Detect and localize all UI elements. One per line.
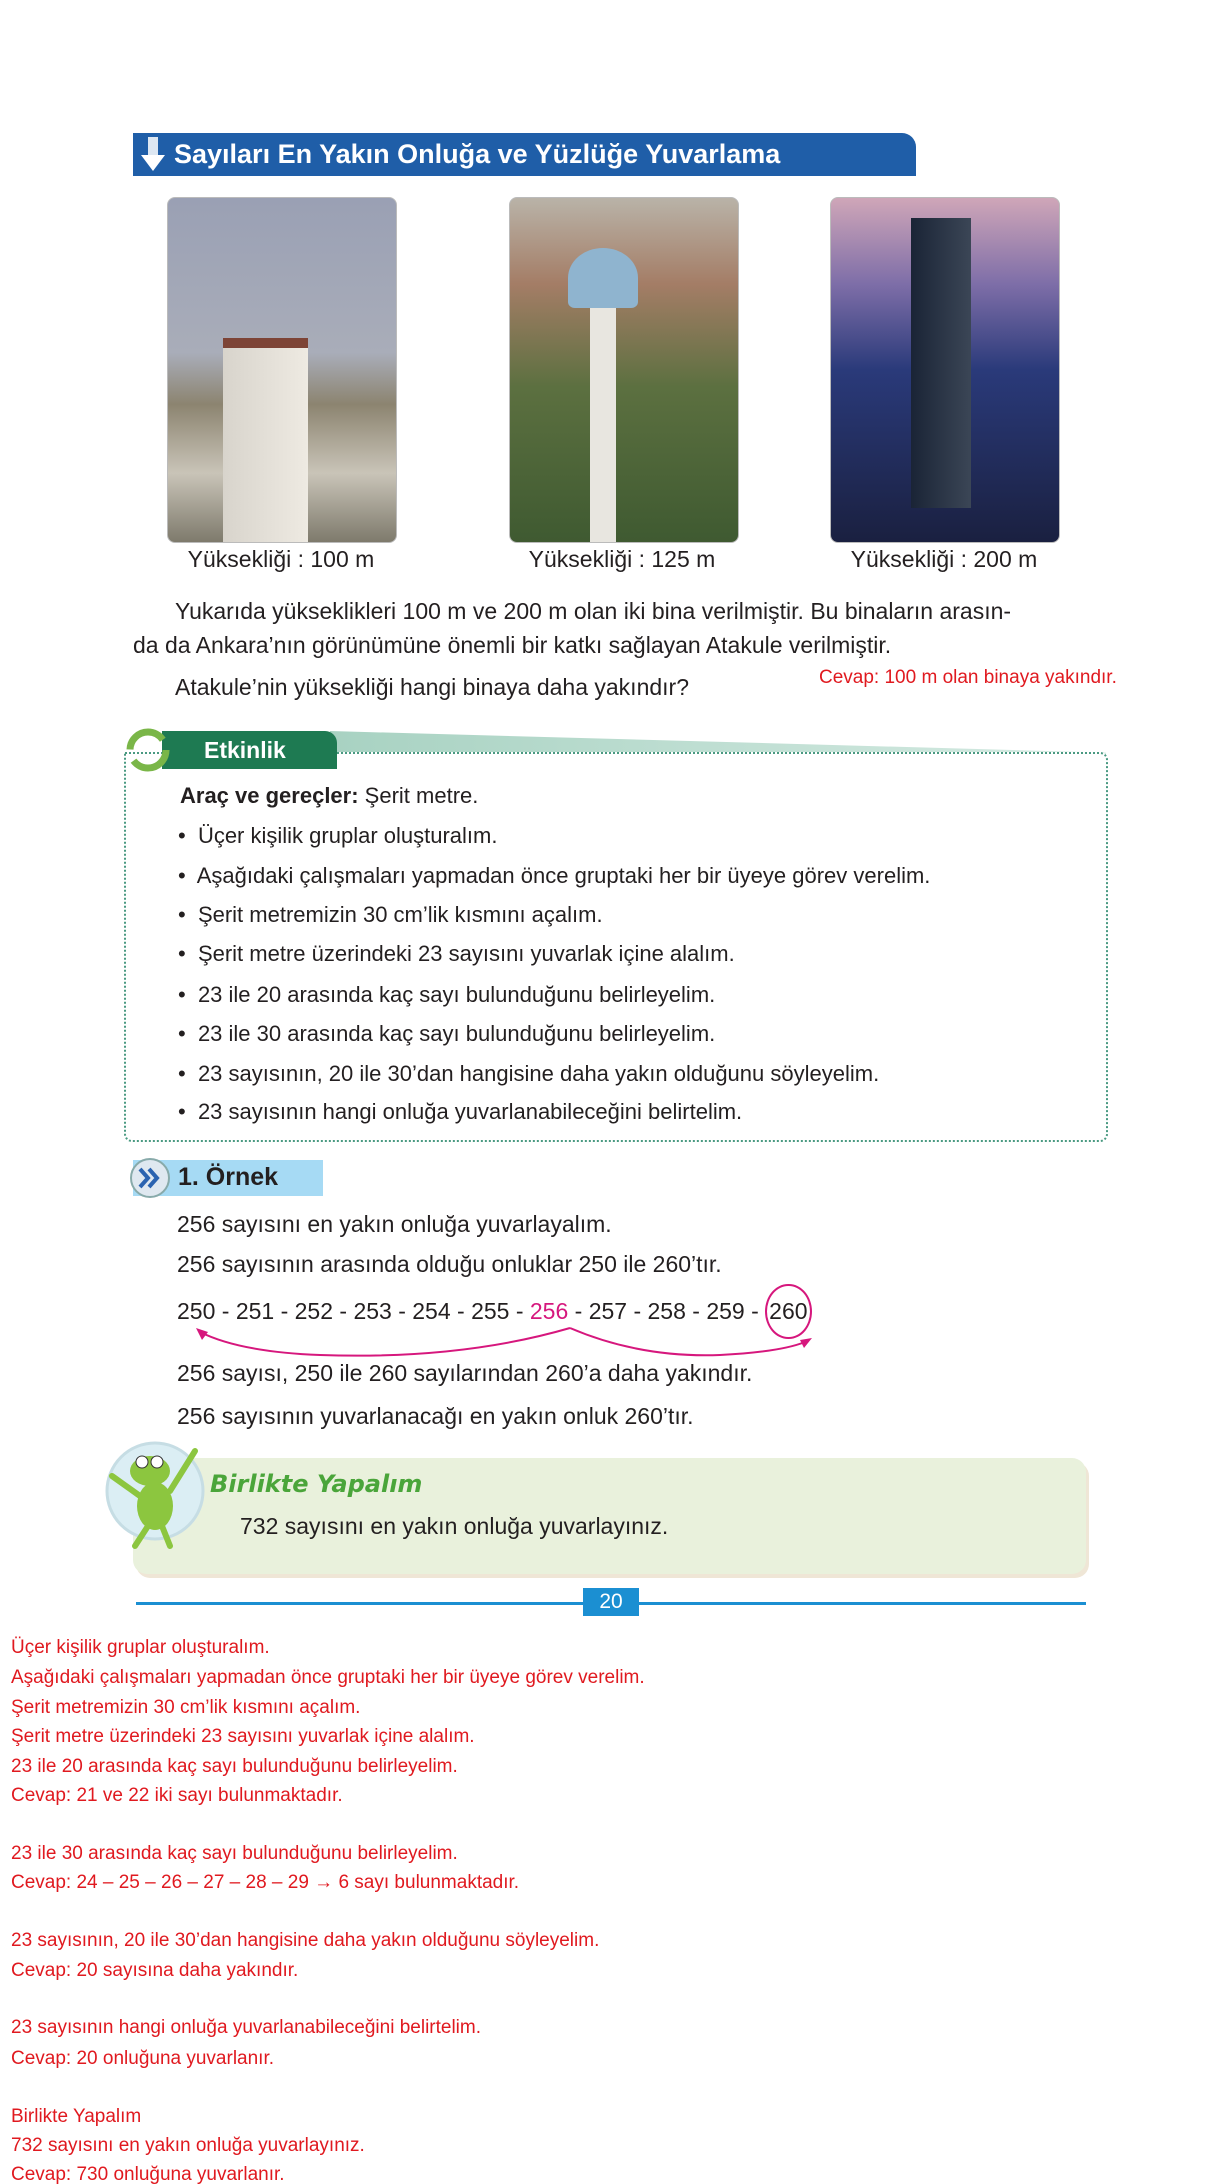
arrow-down-icon: [139, 137, 167, 173]
page-number: 20: [583, 1588, 639, 1616]
list-item-text: Şerit metremizin 30 cm’lik kısmını açalım.: [197, 902, 603, 927]
answer-line: Aşağıdaki çalışmaları yapmadan önce gruptaki her bir üyeye görev verelim.: [11, 1667, 645, 1688]
list-item: • 23 ile 20 arasında kaç sayı bulunduğunu belirleyelim.: [178, 982, 716, 1007]
list-item-text: Şerit metre üzerindeki 23 sayısını yuvarlak içine alalım.: [197, 941, 735, 966]
etkinlik-title-text: Etkinlik: [204, 737, 286, 763]
birlikte-yapalim-box: [133, 1458, 1086, 1574]
list-item-text: Aşağıdaki çalışmaları yapmadan önce gruptaki her bir üyeye görev verelim.: [196, 863, 931, 888]
photo-apartment-building: [167, 197, 397, 543]
answer-line: 23 ile 20 arasında kaç sayı bulunduğunu belirleyelim.: [11, 1756, 458, 1777]
list-item-text: 23 sayısının, 20 ile 30’dan hangisine daha yakın olduğunu söyleyelim.: [197, 1061, 880, 1086]
answer-line: Cevap: 20 sayısına daha yakındır.: [11, 1960, 299, 1981]
list-item: • Üçer kişilik gruplar oluşturalım.: [178, 823, 498, 848]
answer-line: Şerit metre üzerindeki 23 sayısını yuvarlak içine alalım.: [11, 1726, 475, 1747]
highlighted-number: 256: [529, 1298, 569, 1324]
section-title: Sayıları En Yakın Onluğa ve Yüzlüğe Yuvarlama: [174, 139, 781, 169]
photo-caption: Yüksekliği : 125 m: [528, 546, 716, 572]
answer-line: Cevap: 20 onluğuna yuvarlanır.: [11, 2048, 275, 2069]
answer-line: 732 sayısını en yakın onluğa yuvarlayınız.: [11, 2135, 365, 2156]
list-item: • 23 sayısının hangi onluğa yuvarlanabileceğini belirtelim.: [178, 1099, 743, 1124]
answer-line: Cevap: 24 – 25 – 26 – 27 – 28 – 29 → 6 sayı bulunmaktadır.: [11, 1872, 520, 1893]
arrowhead-right: [800, 1338, 812, 1348]
section-header: [133, 133, 916, 176]
sequence-part: 250 - 251 - 252 - 253 - 254 - 255 -: [177, 1298, 530, 1324]
answer-line: Birlikte Yapalım: [11, 2106, 142, 2127]
ornek-text: 256 sayısı, 250 ile 260 sayılarından 260’a daha yakındır.: [177, 1360, 753, 1386]
list-item: • Şerit metre üzerindeki 23 sayısını yuvarlak içine alalım.: [178, 941, 735, 966]
intro-text: Yukarıda yükseklikleri 100 m ve 200 m olan iki bina verilmiştir. Bu binaların arasın-: [175, 598, 1012, 624]
list-item-text: 23 sayısının hangi onluğa yuvarlanabileceğini belirtelim.: [197, 1099, 743, 1124]
circled-number: 260: [765, 1284, 811, 1339]
birlikte-title: Birlikte Yapalım: [210, 1470, 423, 1498]
answer-line: Cevap: 21 ve 22 iki sayı bulunmaktadır.: [11, 1785, 343, 1806]
double-chevron-icon: [128, 1156, 172, 1200]
answer-line: Üçer kişilik gruplar oluşturalım.: [11, 1637, 270, 1658]
photo-atakule-tower: [509, 197, 739, 543]
frog-mascot-icon: [100, 1436, 215, 1551]
list-item-text: 23 ile 30 arasında kaç sayı bulunduğunu belirleyelim.: [197, 1021, 716, 1046]
list-item-text: 23 ile 20 arasında kaç sayı bulunduğunu belirleyelim.: [197, 982, 716, 1007]
list-item: • 23 ile 30 arasında kaç sayı bulunduğunu belirleyelim.: [178, 1021, 716, 1046]
arrow-to-260: [570, 1328, 805, 1355]
tools-line: [180, 783, 478, 809]
answer-line: Şerit metremizin 30 cm’lik kısmını açalım.: [11, 1697, 361, 1718]
ornek-title: 1. Örnek: [178, 1163, 279, 1191]
intro-question: Atakule’nin yüksekliği hangi binaya daha yakındır?: [175, 674, 689, 700]
answer-line: Cevap: 730 onluğuna yuvarlanır.: [11, 2164, 285, 2184]
rounding-arrows: [160, 1300, 920, 1360]
tools-label: Araç ve gereçler:: [180, 783, 359, 808]
arrow-to-250: [200, 1328, 570, 1356]
birlikte-text: 732 sayısını en yakın onluğa yuvarlayınız.: [240, 1513, 669, 1539]
recycle-arrows-icon: [124, 726, 172, 774]
photo-skyscraper: [830, 197, 1060, 543]
etkinlik-title: [162, 731, 337, 769]
ornek-text: 256 sayısının yuvarlanacağı en yakın onluk 260’tır.: [177, 1403, 694, 1429]
arrowhead-left: [196, 1328, 208, 1340]
intro-text: da da Ankara’nın görünümüne önemli bir katkı sağlayan Atakule verilmiştir.: [133, 632, 892, 658]
list-item: • 23 sayısının, 20 ile 30’dan hangisine daha yakın olduğunu söyleyelim.: [178, 1061, 880, 1086]
answer-line: 23 sayısının hangi onluğa yuvarlanabileceğini belirtelim.: [11, 2017, 482, 2038]
answer-line: 23 ile 30 arasında kaç sayı bulunduğunu belirleyelim.: [11, 1843, 458, 1864]
photo-caption: Yüksekliği : 200 m: [850, 546, 1038, 572]
tools-value: Şerit metre.: [358, 783, 479, 808]
intro-answer: Cevap: 100 m olan binaya yakındır.: [819, 667, 1117, 688]
list-item: • Şerit metremizin 30 cm’lik kısmını açalım.: [178, 902, 603, 927]
sequence-part: - 257 - 258 - 259 -: [568, 1298, 766, 1324]
list-item-text: Üçer kişilik gruplar oluşturalım.: [197, 823, 498, 848]
ornek-text: 256 sayısını en yakın onluğa yuvarlayalım.: [177, 1211, 612, 1237]
ornek-text: 256 sayısının arasında olduğu onluklar 250 ile 260’tır.: [177, 1251, 722, 1277]
photo-caption: Yüksekliği : 100 m: [187, 546, 375, 572]
answer-line: 23 sayısının, 20 ile 30’dan hangisine daha yakın olduğunu söyleyelim.: [11, 1930, 600, 1951]
list-item: • Aşağıdaki çalışmaları yapmadan önce gruptaki her bir üyeye görev verelim.: [178, 863, 931, 888]
